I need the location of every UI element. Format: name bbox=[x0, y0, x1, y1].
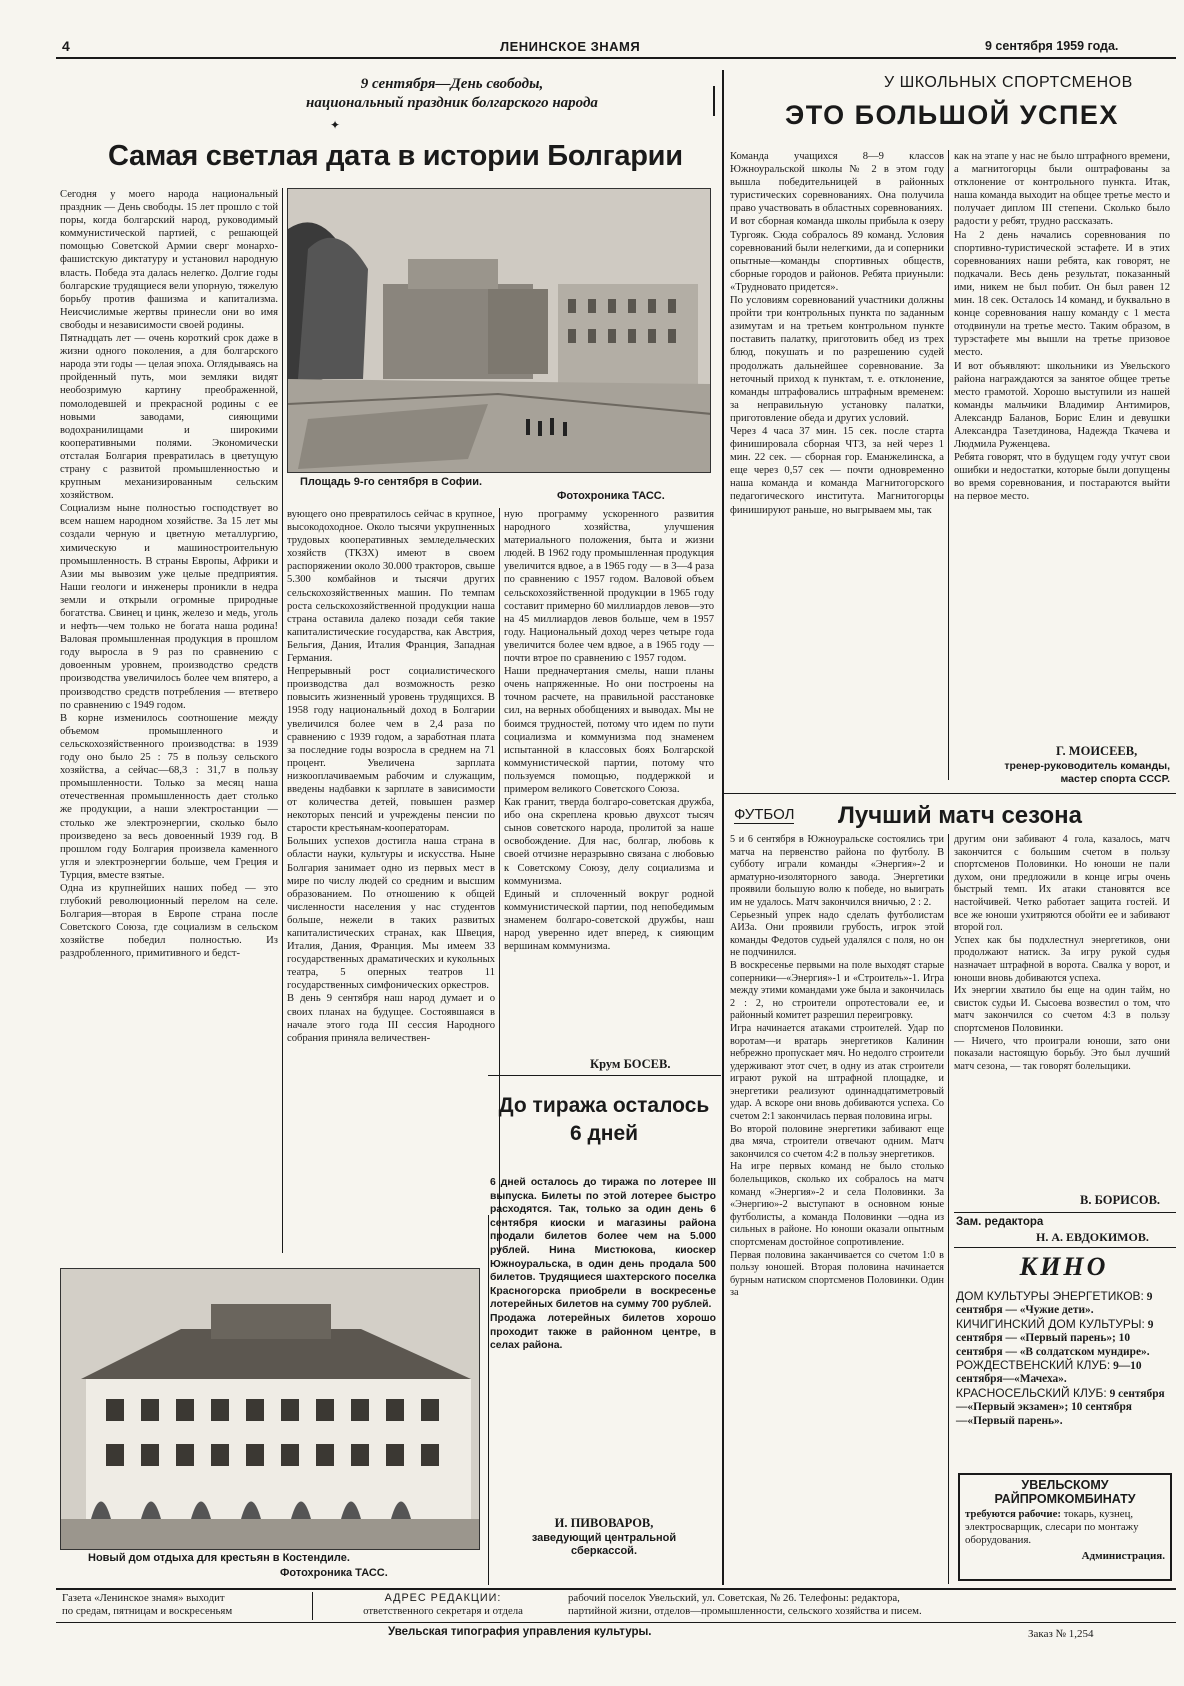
job-ad-lead: требуются рабочие: bbox=[965, 1508, 1061, 1520]
paper-title: ЛЕНИНСКОЕ ЗНАМЯ bbox=[500, 39, 641, 54]
footer-rule-bottom bbox=[56, 1622, 1176, 1623]
cinema-entry bbox=[956, 1290, 1172, 1318]
sport-author: Г. МОИСЕЕВ, bbox=[1056, 744, 1138, 758]
rest-home-photo bbox=[60, 1268, 480, 1550]
bulgaria-author: Крум БОСЕВ. bbox=[590, 1057, 671, 1071]
rest-home-caption: Новый дом отдыха для крестьян в Костендиле. bbox=[88, 1552, 350, 1564]
sport-column-1: Команда учащихся 8—9 классов Южноуральской школы № 2 в этом году вышла победительницей в районных туристических соревнованиях. Она получила право участвовать в областных соревнованиях. И вот сборная команда школы прибыла к озеру Тургояк. Сюда собралось 89 команд. Условия соревнований были нелегкими, да и соперники опытные—команды спортивных обществ, сборные городов и районов. Ребята приуныли: «Трудновато придется». По условиям соревнований участники должны пройти три контрольных пункта по заданным азимутам и на третьем контрольном пункте поставить палатку, приготовить обед из трех блюд, покушать и по разрешению судей продолжать дальнейшее соревнование. За неточный приход к пунктам, т. е. отклонение, команды штрафовались штрафным временем: за неправильную установку палатки, приготовление обеда и других условий. Через 4 часа 37 мин. 15 сек. после старта финишировала сборная ЧТЗ, за ней через 1 мин. 22 сек. — сборная гор. Еманжелинска, а еще через 0,57 сек — почти одновременно наша команда и команда Магнитогорского педагогического института. Магнитогорцы финишируют раньше, но выгрываем мы, так bbox=[730, 151, 944, 516]
cinema-venue: ДОМ КУЛЬТУРЫ ЭНЕРГЕТИКОВ: bbox=[956, 1289, 1144, 1303]
footer-divider bbox=[312, 1592, 313, 1620]
issue-date: 9 сентября 1959 года. bbox=[985, 39, 1119, 53]
footer-printer: Увельская типография управления культуры. bbox=[388, 1626, 652, 1638]
job-ad-box bbox=[958, 1473, 1172, 1581]
masthead-rule bbox=[56, 57, 1176, 59]
footer-address-label: АДРЕС РЕДАКЦИИ: bbox=[384, 1592, 502, 1604]
cinema-venue: КИЧИГИНСКИЙ ДОМ КУЛЬТУРЫ: bbox=[956, 1316, 1145, 1331]
bulgaria-column-1: Сегодня у моего народа национальный праздник — День свободы. 15 лет прошло с той поры, когда болгарский народ, руководимый коммунистической партией, с решающей помощью Советской Армии сверг монархо-фашистскую диктатуру и установил народную власть. Победа эта далась нелегко. Долгие годы болгарские трудящиеся вели упорную, тяжелую борьбу против фашизма и капитализма. Неисчислимые жертвы принесли они во имя свободы и независимости своей родины. Пятнадцать лет — очень короткий срок даже в жизни одного поколения, а для болгарского народа эти годы — целая эпоха. Оглядываясь на пройденный путь, мои земляки видят необозримую картину преображенной, помолодевшей и прекрасной родины с ее новыми заводами, сияющими водохранилищами и широкими кооперативными полями. Экономически отсталая Болгария превратилась в цветущую страну с развитой промышленностью и крупным механизированным сельским хозяйством. Социализм ныне полностью господствует во всем нашем народном хозяйстве. За 15 лет мы создали черную и цветную металлургию, химическую и машиностроительную промышленность. В страны Европы, Африки и Азии мы вывозим уже целые предприятия. Наши геологи и инженеры проникли в недра земли и открыли огромные природные богатства. Свинец и цинк, железо и медь, уголь и нефть—чем только не богата наша родина! Валовая промышленная продукция в прошлом году выросла в 9 раз по сравнению с довоенным уровнем, производство средств производства увеличилось более чем впятеро, а производство средств потребления — втетверо по сравнению с 1949 годом. В корне изменилось соотношение между объемом промышленного и сельскохозяйственного производства: в 1939 году оно было 25 : 75 в пользу сельского хозяйства, а сейчас—68,3 : 31,7 в пользу промышленности. Только за месяц наша отечественная промышленность дает столько же продукции, а наши электростанции — столько же электроэнергии, сколько было произведено за весь довоенный 1939 год. В прошлом году Болгария произвела каменного угля и электроэнергии больше, чем Греция и Турция, вместе взятые. Одна из крупнейших наших побед — это глубокий революционный перелом на селе. Болгария—вторая в Европе страна после Советского Союза, где социализм в сельском хозяйстве победил полностью. Из раздробленного, примитивного и бедст- bbox=[60, 189, 278, 960]
editor-name: Н. А. ЕВДОКИМОВ. bbox=[1036, 1230, 1149, 1244]
rest-home-illustration bbox=[61, 1269, 480, 1550]
footer-address-text: рабочий поселок Увельский, ул. Советская, № 26. Телефоны: редактора, bbox=[568, 1592, 900, 1604]
cinema-heading: КИНО bbox=[1019, 1252, 1109, 1281]
sofia-square-illustration bbox=[288, 189, 711, 473]
cinema-entry bbox=[956, 1359, 1172, 1387]
sport-rule bbox=[724, 793, 1176, 794]
column-rule-football bbox=[948, 834, 949, 1584]
footer-phones-text: партийной жизни, отделов—промышленности, сельского хозяйства и писем. bbox=[568, 1605, 922, 1617]
column-rule-sport bbox=[948, 150, 949, 780]
footer-address bbox=[318, 1592, 1174, 1618]
job-ad-body: токарь, кузнец, электросварщик, слесари по монтажу оборудования. bbox=[965, 1508, 1139, 1546]
football-rubric: ФУТБОЛ bbox=[734, 806, 795, 823]
kicker-bracket bbox=[713, 86, 715, 116]
sport-rubric: У ШКОЛЬНЫХ СПОРТСМЕНОВ bbox=[884, 74, 1133, 91]
rest-home-credit: Фотохроника ТАСС. bbox=[280, 1567, 388, 1579]
bulgaria-kicker: 9 сентября—День свободы, национальный праздник болгарского народа bbox=[306, 76, 598, 111]
page-number: 4 bbox=[62, 38, 70, 54]
lottery-rule bbox=[488, 1075, 721, 1076]
editor-rule bbox=[954, 1212, 1176, 1213]
footer-order: Заказ № 1,254 bbox=[1028, 1628, 1094, 1640]
lottery-headline: До тиража осталось 6 дней bbox=[498, 1094, 710, 1145]
sofia-square-photo bbox=[287, 188, 711, 473]
footer-rule bbox=[56, 1588, 1176, 1590]
editor-title: Зам. редактора bbox=[956, 1216, 1044, 1228]
cinema-shows: 9 сентября—«Первый экзамен»; 10 сентября—«Первый парень». bbox=[956, 1387, 1165, 1427]
bulgaria-headline: Самая светлая дата в истории Болгарии bbox=[108, 140, 683, 172]
lottery-body: 6 дней осталось до тиража по лотерее III выпуска. Билеты по этой лотерее быстро расходятся. Так, только за один день 6 сентября киоски и магазины района продали билетов более чем на 5.000 рублей. Нина Мистюкова, киоскер Южноуральска, в один день продала 500 билетов. Трудящиеся шахтерского поселка Красногорска приобрели в воскресенье лотерейных билетов на сумму 700 рублей. Продажа лотерейных билетов хорошо проходит также в районном центре, в селах района. bbox=[490, 1177, 716, 1352]
cinema-entry bbox=[956, 1318, 1172, 1359]
cinema-shows: 9—10 сентября—«Мачеха». bbox=[956, 1360, 1142, 1386]
sofia-photo-caption: Площадь 9-го сентября в Софии. bbox=[300, 476, 483, 488]
footer-phones-label: ответственного секретаря и отдела bbox=[363, 1605, 523, 1617]
cinema-venue: КРАСНОСЕЛЬСКИЙ КЛУБ: bbox=[956, 1385, 1107, 1400]
bulgaria-column-3: ную программу ускоренного развития народного хозяйства, улучшения материального положения, быта и жизни людей. В 1962 году промышленная продукция увеличится вдвое, а в 1965 году — в 3—4 раза по сравнению с 1957 годом. Валовой объем сельскохозяйственной продукции в 1965 году составит примерно 60 миллиардов левов—это на 45 миллиардов левов больше, чем в 1957 году. Национальный доход через четыре года увеличится более чем вдвое, а в 1965 году — почти втрое по сравнению с 1957 годом. Наши предначертания смелы, наши планы очень напряженные. Но они построены на точном расчете, на правильной расстановке сил, на верных обобщениях и выводах. Мы не боимся трудностей, потому что идем по пути социализма и коммунизма под знаменем испытанной в классовых боях Болгарской коммунистической партии, потому что пользуемся помощью, поддержкой и примером великого Советского Союза. Как гранит, тверда болгаро-советская дружба, ибо она скреплена кровью двухсот тысяч сынов советского народа, пролитой за наше освобождение. Для нас, болгар, любовь к своей отчизне неразрывно связана с любовью к Советскому Союзу, делу социализма и коммунизма. Единый и сплоченный вокруг родной коммунистической партии, под непобедимым знаменем болгаро-советской дружбы, наш народ уверенно идет вперед, к сияющим вершинам коммунизма. bbox=[504, 509, 714, 953]
column-rule-1 bbox=[282, 188, 283, 1253]
cinema-venue: РОЖДЕСТВЕНСКИЙ КЛУБ: bbox=[956, 1358, 1111, 1373]
sport-column-2: как на этапе у нас не было штрафного времени, а магнитогорцы были оштрафованы за отклонение от контрольного пункта. Итак, наша команда выходит на общее третье место и получает диплом III степени. Сколько было радости у ребят, трудно рассказать. На 2 день начались соревнования по спортивно-туристической эстафете. И в этих соревнованиях наши ребята, как говорят, не подкачали. Весь день результат, показанный ими, никем не был побит. Он был равен 12 мин. 18 сек. Осталось 14 команд, и буквально в конце соревнования нашу команду с 1 места отодвинули на третье место. Таким образом, в турэстафете мы вышли на третье призовое место. И вот объявляют: школьники из Увельского района награждаются за занятое общее третье место грамотой. Хорошо выступили из нашей команды мальчики Владимир Антимиров, Александр Баланов, Борис Елин и девушки Александра Тазетдинова, Надежда Ткачева и Людмила Руженцева. Ребята говорят, что в будущем году учтут свои ошибки и недостатки, которые были допущены во время соревнования, и постараются выйти на первое место. bbox=[954, 151, 1170, 503]
lottery-author-title: заведующий центральной сберкассой. bbox=[531, 1532, 677, 1557]
sofia-photo-credit: Фотохроника ТАСС. bbox=[557, 490, 665, 502]
sport-headline: ЭТО БОЛЬШОЙ УСПЕХ bbox=[785, 100, 1119, 130]
cinema-shows: 9 сентября — «Первый парень»; 10 сентября — «В солдатском мундире». bbox=[956, 1318, 1154, 1358]
bulgaria-column-2: вующего оно превратилось сейчас в крупное, высокодоходное. Около тысячи укрупненных трудовых кооперативных земледельческих хозяйств (ТКЗХ) имеют в своем распоряжении около 30.000 тракторов, свыше 5.300 комбайнов и тысячи других сельскохозяйственных машин. По темпам роста сельскохозяйственной продукции наша страна оставила далеко позади себя такие капиталистические государства, как Австрия, Бельгия, Дания, Италия Франция, Западная Германия. Непрерывный рост социалистического производства дал возможность резко повысить жизненный уровень трудящихся. В 1958 году национальный доход в Болгарии увеличился более чем в 2,4 раза по сравнению с 1939 годом, а заработная плата за последние годы возросла в среднем на 71 процент. Увеличена зарплата низкооплачиваемым рабочим и служащим, введены надбавки к зарплате в зависимости от количества детей, повышен размер некоторых пенсий и учреждены пенсии по старости крестьянам-кооператорам. Больших успехов достигла наша страна в области науки, культуры и искусства. Ныне Болгария занимает одно из первых мест в мире по числу людей со средним и высшим образованием. По отношению к общей численности населения у нас студентов больше, нежели в таких развитых капиталистических странах, как Швеция, Италия, Дания, Франция. Мы имеем 33 государственных драматических и кукольных театра, 5 оперных театров 11 государственных симфонических оркестров. В день 9 сентября наш народ думает и о своих планах на будущее. Состоявшаяся в начале этого года III сессия Народного собрания приняла величествен- bbox=[287, 509, 495, 1044]
footer-schedule: Газета «Ленинское знамя» выходит по средам, пятницам и воскресеньям bbox=[62, 1592, 233, 1617]
cinema-entry bbox=[956, 1387, 1172, 1428]
football-column-1: 5 и 6 сентября в Южноуральске состоялись три матча на первенство района по футболу. В субботу играли команды «Энергия»-2 и арматурно-изоляторного завода. Энергетики проявили большую волю к победе, но выиграть им не удалось. Матч закончился вничью, 2 : 2. Серьезный упрек надо сделать футболистам АИЗа. Они проявили грубость, игрок этой команды Федотов судьей удалялся с поля, но он не подчинился. В воскресенье первыми на поле выходят старые соперники—«Энергия»-1 и «Строитель»-1. Игра между этими командами уже была и закончилась 2 : 2, но строители опротестовали ее, и районный комитет разрешил переигровку. Игра начинается атаками строителей. Удар по воротам—и вратарь энергетиков Калинин небрежно пропускает мяч. Но недолго строители удерживают этот счет, в одну из атак строители играют рукой на штрафной площадке, и энергетики реализуют одиннадцатиметровый удар. А вскоре они вновь добиваются успеха. Со счетом 2:1 закончилась первая половина игры. Во второй половине энергетики забивают еще два мяча, строители отвечают одним. Матч закончился со счетом 4:2 в пользу энергетиков. На игре первых команд не было столько болельщиков, сколько их собралось на матч команд «Энергия»-2 и села Половинки. За «Энергию»-2 выступают в основном юные футболисты, а команда Половинки —одна из сильных в районе. Но юноши оказали опытным спортсменам достойное сопротивление. Первая половина заканчивается со счетом 1:0 в пользу юношей. Вторая половина начинается бурным натиском спортсменов Половинки. Один за bbox=[730, 834, 944, 1299]
cinema-shows: 9 сентября — «Чужие дети». bbox=[956, 1291, 1153, 1317]
football-headline: Лучший матч сезона bbox=[838, 802, 1082, 829]
job-ad-signature: Администрация. bbox=[1081, 1550, 1165, 1562]
ornament-star: ✦ bbox=[330, 118, 341, 132]
football-author: В. БОРИСОВ. bbox=[1080, 1193, 1161, 1207]
sport-author-title: тренер-руководитель команды, мастер спорта СССР. bbox=[1004, 760, 1170, 785]
editor-rule-bottom bbox=[954, 1247, 1176, 1248]
football-column-2: другим они забивают 4 гола, казалось, матч закончится с большим счетом в пользу спортсменов Половинки. Но юноши не пали духом, они предложили в конце игры очень быстрый темп. Их атаки становятся все настойчивей. Четко работает защита гостей. И все же юноши ухитряются обойти ее и забивают второй гол. Успех как бы подхлестнул энергетиков, они продолжают натиск. За игру рукой судья назначает штрафной в ворота. Свалка у ворот, и юноши вновь добиваются успеха. Их энергии хватило бы еще на один тайм, но свисток судьи И. Сысоева возвестил о том, что матч закончился со счетом 4:3 в пользу спортсменов Половинки. — Ничего, что проиграли юноши, зато они показали настоящую борьбу. Это был лучший матч сезона, — так говорят болельщики. bbox=[954, 834, 1170, 1072]
column-rule-main bbox=[722, 70, 724, 1585]
job-ad-title: УВЕЛЬСКОМУ РАЙПРОМКОМБИНАТУ bbox=[994, 1478, 1136, 1506]
lottery-author: И. ПИВОВАРОВ, bbox=[554, 1516, 654, 1530]
cinema-listing bbox=[956, 1290, 1172, 1428]
